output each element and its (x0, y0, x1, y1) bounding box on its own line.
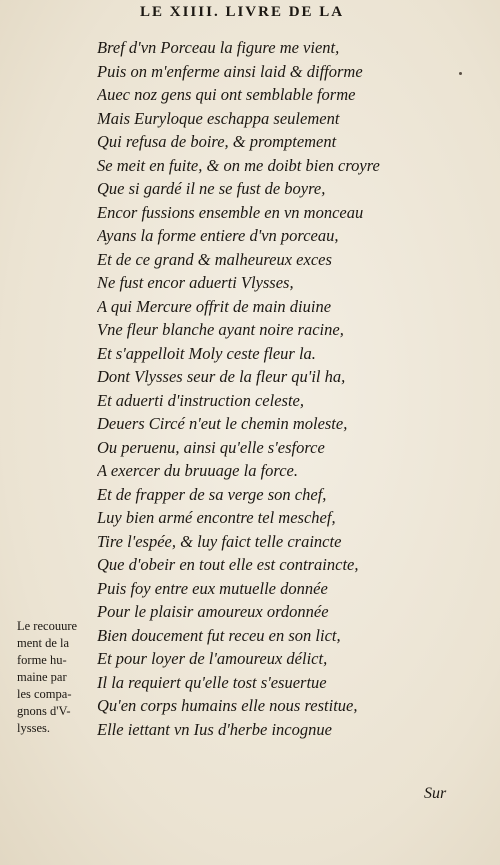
margin-note-line: gnons d'V- (17, 704, 71, 718)
margin-note-line: ment de la (17, 636, 70, 650)
verse-line: Ne fust encor aduerti Vlysses, (97, 273, 294, 292)
verse-line: Que si gardé il ne se fust de boyre, (97, 179, 326, 198)
verse-line: Tire l'espée, & luy faict telle craincte (97, 531, 342, 551)
verse-block (97, 36, 427, 741)
verse-line: Et de ce grand & malheureux exces (97, 249, 332, 269)
verse-line: Que d'obeir en tout elle est contraincte, (97, 555, 359, 574)
verse-line: Bien doucement fut receu en son lict, (97, 625, 341, 645)
verse-line: Ayans la forme entiere d'vn porceau, (97, 226, 339, 245)
verse-line: A qui Mercure offrit de main diuine (97, 296, 332, 316)
margin-note-line: forme hu- (17, 653, 67, 667)
verse-line: Mais Euryloque eschappa seulement (97, 108, 340, 128)
verse-line: Pour le plaisir amoureux ordonnée (97, 602, 329, 621)
running-header: LE XIIII. LIVRE DE LA (140, 4, 345, 20)
verse-line: Ou peruenu, ainsi qu'elle s'esforce (97, 437, 325, 457)
catchword: Sur (424, 785, 447, 802)
margin-note-line: maine par (17, 670, 67, 684)
verse-line: Bref d'vn Porceau la figure me vient, (97, 38, 340, 57)
verse-line: A exercer du bruuage la force. (97, 461, 298, 480)
verse-line: Se meit en fuite, & on me doibt bien croyre (97, 155, 380, 175)
margin-note-line: lysses. (17, 721, 50, 735)
verse-line: Auec noz gens qui ont semblable forme (97, 85, 356, 104)
verse-line: Puis foy entre eux mutuelle donnée (97, 578, 328, 598)
verse-line: Qui refusa de boire, & promptement (97, 132, 337, 151)
verse-line: Encor fussions ensemble en vn monceau (97, 202, 364, 222)
verse-line: Puis on m'enferme ainsi laid & difforme (97, 61, 363, 81)
verse-line: Dont Vlysses seur de la fleur qu'il ha, (97, 367, 346, 386)
margin-note-line: Le recouure (17, 619, 78, 633)
verse-line: Luy bien armé encontre tel meschef, (97, 508, 336, 527)
margin-note (17, 618, 97, 737)
verse-line: Et s'appelloit Moly ceste fleur la. (97, 343, 316, 363)
verse-line: Elle iettant vn Ius d'herbe incognue (97, 719, 332, 739)
verse-line: Qu'en corps humains elle nous restitue, (97, 696, 358, 715)
verse-line: Deuers Circé n'eut le chemin moleste, (97, 414, 348, 433)
ink-speck (459, 72, 462, 75)
margin-note-line: les compa- (17, 687, 72, 701)
verse-line: Il la requiert qu'elle tost s'esuertue (97, 672, 327, 692)
verse-line: Et pour loyer de l'amoureux délict, (97, 649, 328, 668)
verse-line: Et de frapper de sa verge son chef, (97, 484, 327, 504)
verse-line: Et aduerti d'instruction celeste, (97, 390, 304, 410)
verse-line: Vne fleur blanche ayant noire racine, (97, 320, 344, 339)
